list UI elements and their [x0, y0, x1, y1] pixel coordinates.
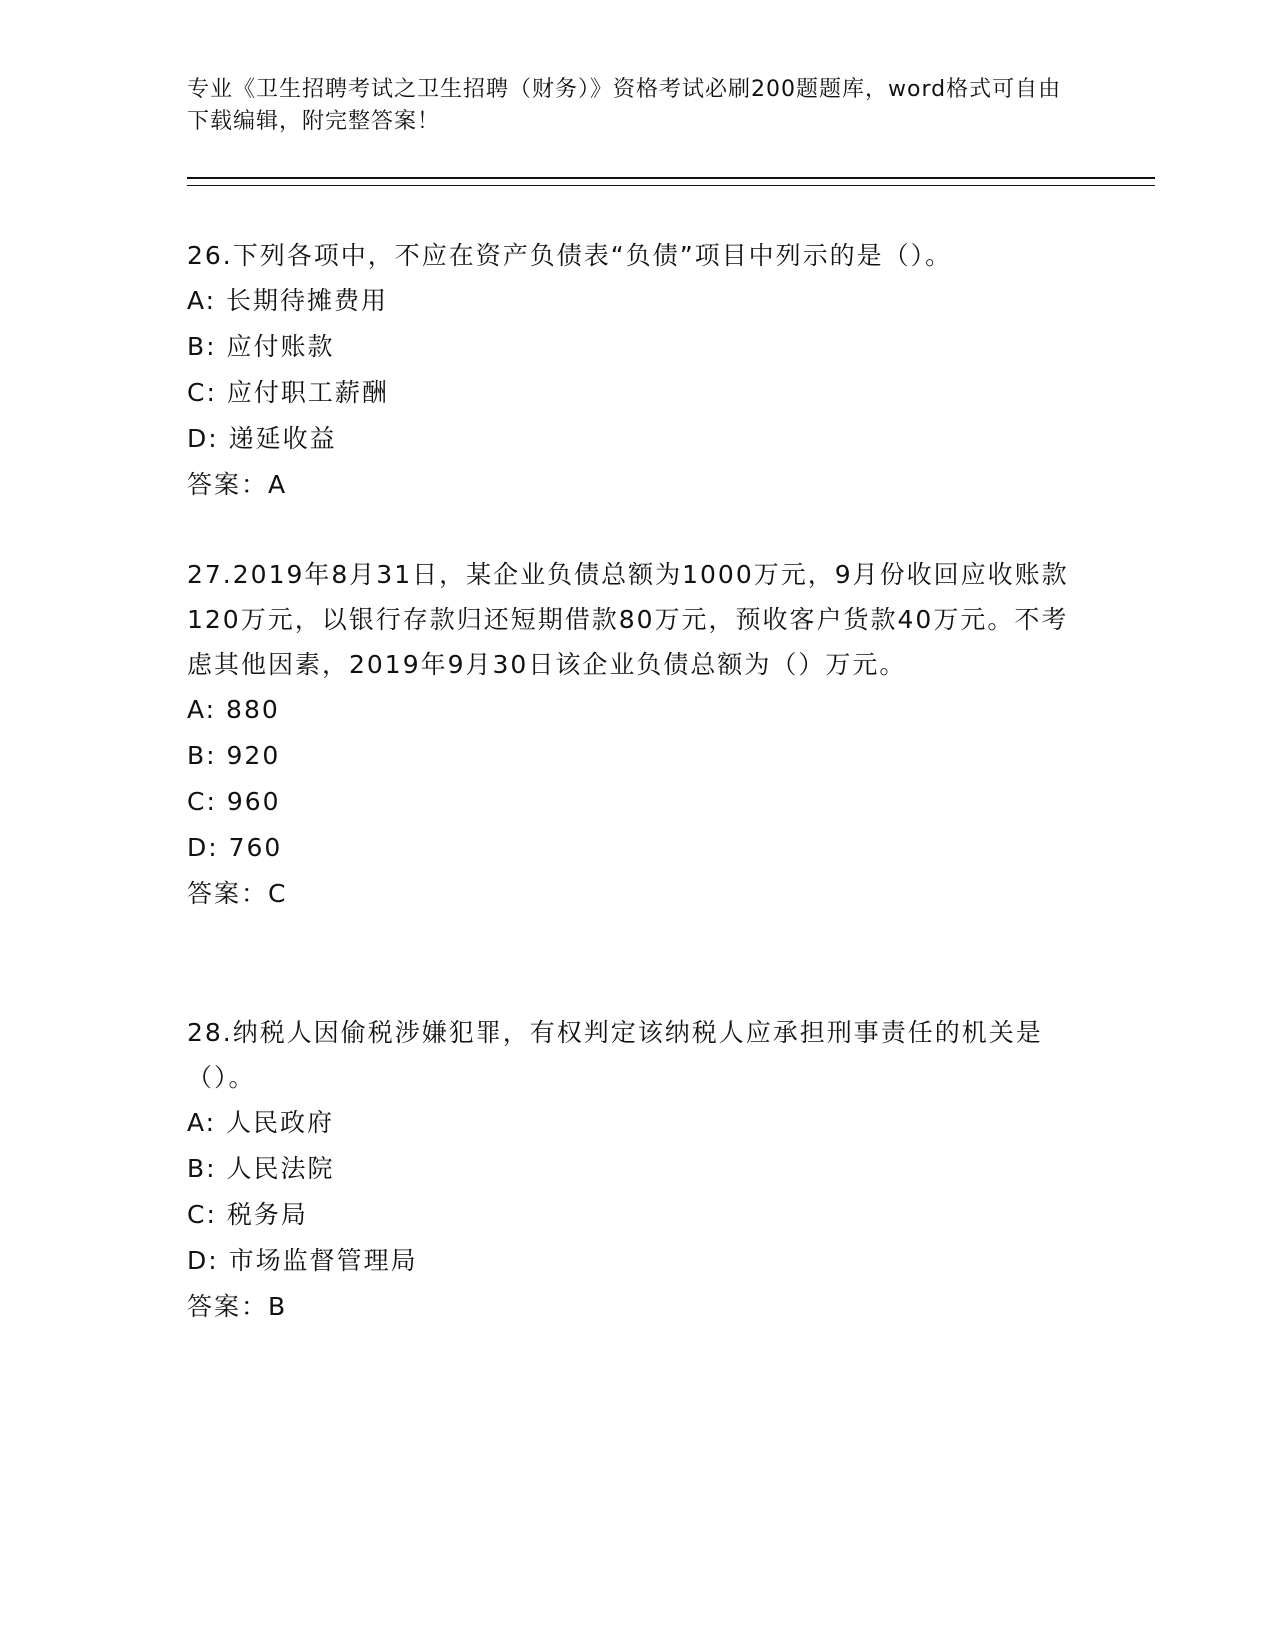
question-stem: 27.2019年8月31日，某企业负债总额为1000万元，9月份收回应收账款120万元，以银行存款归还短期借款80万元，预收客户货款40万元。不考虑其他因素，2019年9月30日该企业负债总额为（）万元。: [187, 560, 1069, 679]
answer-line: 答案：B: [187, 1292, 288, 1321]
question-28: [187, 1010, 1087, 1330]
option-a: A: 880: [187, 695, 280, 724]
option-b: B: 人民法院: [187, 1154, 335, 1183]
option-d: D: 递延收益: [187, 424, 337, 453]
document-header: 专业《卫生招聘考试之卫生招聘（财务）》资格考试必刷200题题库，word格式可自由下载编辑，附完整答案！: [187, 77, 1062, 134]
option-d: D: 市场监督管理局: [187, 1246, 418, 1275]
option-c: C: 960: [187, 787, 281, 816]
option-b: B: 920: [187, 741, 281, 770]
answer-line: 答案：A: [187, 470, 288, 499]
answer-line: 答案：C: [187, 879, 288, 908]
header-divider: [187, 177, 1155, 186]
option-a: A: 人民政府: [187, 1108, 335, 1137]
option-d: D: 760: [187, 833, 283, 862]
option-b: B: 应付账款: [187, 332, 335, 361]
question-stem: 28.纳税人因偷税涉嫌犯罪，有权判定该纳税人应承担刑事责任的机关是（）。: [187, 1018, 1043, 1092]
question-27: [187, 552, 1087, 917]
question-26: [187, 233, 1087, 508]
option-a: A: 长期待摊费用: [187, 286, 389, 315]
option-c: C: 应付职工薪酬: [187, 378, 389, 407]
question-stem: 26.下列各项中，不应在资产负债表“负债”项目中列示的是（）。: [187, 241, 953, 270]
option-c: C: 税务局: [187, 1200, 308, 1229]
